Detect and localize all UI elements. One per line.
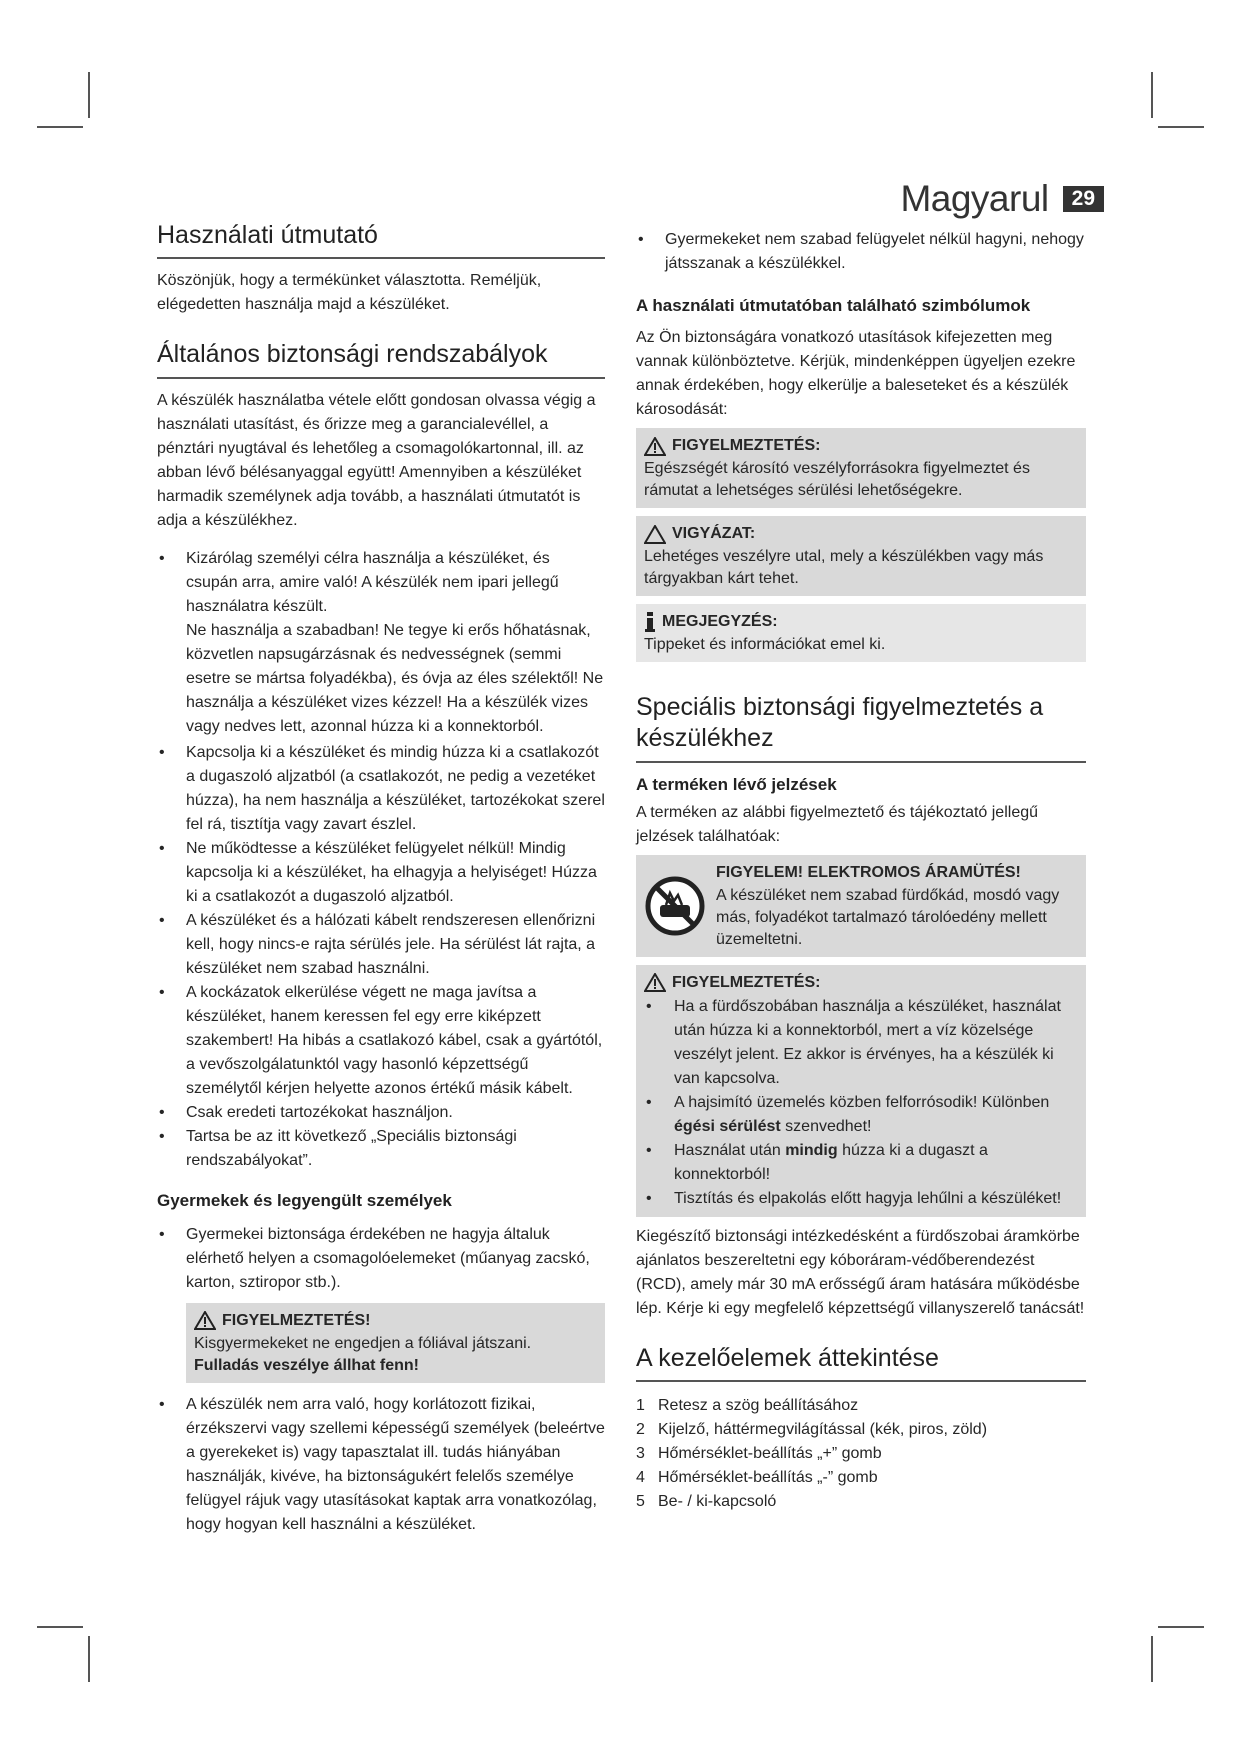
list-item: • A kockázatok elkerülése végett ne maga javítsa a készüléket, hanem keressen fel egy erre kiképzett szakembert! Ha hibás a csatlakozó kábel, csak a gyártótól, a vevőszolgálatunktól vagy hasonló képzettségű személytől kérjen helyette azonos értékű másik kábelt.	[157, 981, 605, 1101]
crop-mark	[1158, 1626, 1204, 1628]
list-item: • Gyermekei biztonsága érdekében ne hagyja általuk elérhető helyen a csomagolóelemeket (műanyag zacskó, karton, sztiropor stb.).	[157, 1223, 605, 1295]
symbol-caution-title	[644, 522, 1078, 546]
crop-mark	[1151, 72, 1153, 118]
controls-list	[636, 1394, 1086, 1514]
control-item	[636, 1394, 1086, 1418]
control-label: Hőmérséklet-beállítás „+” gomb	[658, 1444, 882, 1462]
symbol-caution-label: VIGYÁZAT:	[672, 525, 756, 542]
list-text: Használat után	[674, 1141, 786, 1159]
language-label: Magyarul	[900, 178, 1049, 219]
symbol-warning-label: FIGYELMEZTETÉS:	[672, 437, 821, 454]
crop-mark	[37, 1626, 83, 1628]
list-item: • Kizárólag személyi célra használja a készüléket, és csupán arra, amire való! A készülék nem ipari jellegű használatra készült.	[157, 547, 605, 619]
list-item: • Tartsa be az itt következő „Speciális biztonsági rendszabályokat”.	[157, 1125, 605, 1173]
special-safety-heading: Speciális biztonsági figyelmeztetés a készülékhez	[636, 692, 1086, 763]
list-emphasis: égési sérülést	[674, 1117, 781, 1135]
crop-mark	[1158, 126, 1204, 128]
list-item: • Gyermekeket nem szabad felügyelet nélkül hagyni, nehogy játsszanak a készülékkel.	[636, 228, 1086, 276]
list-item: • A készülék nem arra való, hogy korlátozott fizikai, érzékszervi vagy szellemi képességű személyek (beleértve a gyerekeket is) vagy tapasztalat ill. tudás hiányában használják, kivéve, ha biztonságukért felelős személye felügyel rájuk vagy utasításokat kaptak arra vonatkozólag, hogy hogyan kell használni a készüléket.	[157, 1393, 605, 1537]
symbol-warning-text: Egészségét károsító veszélyforrásokra figyelmeztet és rámutat a lehetséges sérülési lehetőségekre.	[644, 460, 1030, 499]
control-item	[636, 1490, 1086, 1514]
crop-mark	[88, 1636, 90, 1682]
list-emphasis: mindig	[785, 1141, 838, 1159]
control-item	[636, 1466, 1086, 1490]
list-text: szenvedhet!	[780, 1117, 872, 1135]
list-item	[644, 1091, 1078, 1139]
safety-list	[157, 741, 605, 1173]
symbol-warning-box	[636, 428, 1086, 508]
list-text: húzza ki a dugaszt a konnektorból!	[674, 1141, 988, 1183]
intro-heading: Használati útmutató	[157, 220, 605, 259]
control-number: 4	[636, 1468, 645, 1486]
children-list-continued	[636, 228, 1086, 276]
list-item: • A készüléket és a hálózati kábelt rendszeresen ellenőrizni kell, hogy nincs-e rajta sérülés jele. Ha sérülést lát rajta, a készüléket nem szabad használni.	[157, 909, 605, 981]
rcd-text: Kiegészítő biztonsági intézkedésként a fürdőszobai áramkörbe ajánlatos beszereltetni egy kóboráram-védőberendezést (RCD), amely már 30 mA erősségű áram hatására működésbe lép. Kérje ki egy megfelelő képzettségű villanyszerelő tanácsát!	[636, 1227, 1085, 1317]
warning-box-2-list	[644, 995, 1078, 1211]
control-item	[636, 1418, 1086, 1442]
children-list	[157, 1223, 605, 1295]
crop-mark	[88, 72, 90, 118]
control-item	[636, 1442, 1086, 1466]
list-item: • Kapcsolja ki a készüléket és mindig húzza ki a csatlakozót a dugaszoló aljzatból (a csatlakozót, ne pedig a vezetéket húzza), ha nem használja a készüléket, tartozékokat szerel fel rá, tisztítja vagy zavart észlel.	[157, 741, 605, 837]
warning-triangle-icon	[644, 973, 666, 992]
symbols-heading: A használati útmutatóban található szimbólumok	[636, 296, 1031, 315]
control-number: 5	[636, 1492, 645, 1510]
symbol-note-label: MEGJEGYZÉS:	[662, 613, 778, 630]
electric-shock-title: FIGYELEM! ELEKTROMOS ÁRAMÜTÉS!	[716, 863, 1021, 881]
info-icon	[644, 612, 656, 632]
control-number: 3	[636, 1444, 645, 1462]
control-label: Kijelző, háttérmegvilágítással (kék, piros, zöld)	[658, 1420, 988, 1438]
page-number: 29	[1063, 186, 1104, 212]
warning-box-2-label: FIGYELMEZTETÉS:	[672, 973, 821, 991]
list-item	[644, 1139, 1078, 1187]
control-number: 2	[636, 1420, 645, 1438]
list-item: • Tisztítás és elpakolás előtt hagyja lehűlni a készüléket!	[644, 1187, 1078, 1211]
safety-list	[157, 547, 605, 619]
warning-triangle-icon	[644, 437, 666, 456]
children-list	[157, 1393, 605, 1537]
crop-mark	[1151, 1636, 1153, 1682]
electric-shock-content	[716, 861, 1078, 951]
symbol-note-text: Tippeket és információkat emel ki.	[644, 636, 886, 653]
warning-box-emphasis: Fulladás veszélye állhat fenn!	[194, 1356, 419, 1374]
marks-heading: A terméken lévő jelzések	[636, 774, 837, 794]
warning-triangle-icon	[194, 1311, 216, 1330]
list-item-continuation: Ne használja a szabadban! Ne tegye ki erős hőhatásnak, közvetlen napsugárzásnak és nedvességnek (semmi esetre se mártsa folyadékba), és óvja az éles szélektől! Ne használja a készüléket vizes kézzel! Ha a készülék vizes vagy nedves lett, azonnal húzza ki a konnektorból.	[186, 621, 604, 735]
list-item: • Csak eredeti tartozékokat használjon.	[157, 1101, 605, 1125]
control-label: Be- / ki-kapcsoló	[658, 1492, 777, 1510]
warning-box-text: Kisgyermekeket ne engedjen a fóliával játszani.	[194, 1334, 532, 1352]
symbols-text: Az Ön biztonságára vonatkozó utasítások kifejezetten meg vannak különböztetve. Kérjük, mindenképpen ügyeljen ezekre annak érdekében, hogy elkerülje a baleseteket és a készülék károsodását:	[636, 329, 1076, 418]
list-item: • Ha a fürdőszobában használja a készüléket, használat után húzza ki a konnektorból, mert a víz közelsége veszélyt jelent. Ez akkor is érvényes, ha a készülék ki van kapcsolva.	[644, 995, 1078, 1091]
no-bathtub-icon	[644, 875, 706, 937]
list-text: A hajsimító üzemelés közben felforrósodik! Különben	[674, 1093, 1050, 1111]
controls-heading: A kezelőelemek áttekintése	[636, 1343, 1086, 1382]
intro-text: Köszönjük, hogy a termékünket választotta. Reméljük, elégedetten használja majd a készüléket.	[157, 272, 542, 314]
crop-mark	[37, 126, 83, 128]
warning-box-label: FIGYELMEZTETÉS!	[222, 1311, 371, 1329]
list-item: • Ne működtesse a készüléket felügyelet nélkül! Mindig kapcsolja ki a készüléket, ha elhagyja a helyiséget! Húzza ki a csatlakozót a dugaszoló aljzatból.	[157, 837, 605, 909]
warning-box	[186, 1303, 605, 1383]
safety-text: A készülék használatba vétele előtt gondosan olvassa végig a használati utasítást, és őrizze meg a garancialevéllel, a pénztári nyugtával és lehetőleg a csomagolókartonnal, ill. az abban lévő bélésanyaggal együtt! Amennyiben a készüléket harmadik személynek adja tovább, a használati útmutatót is adja a készülékhez.	[157, 391, 596, 529]
warning-box-2	[636, 965, 1086, 1217]
children-heading: Gyermekek és legyengült személyek	[157, 1190, 452, 1210]
symbol-caution-box	[636, 516, 1086, 596]
caution-triangle-icon	[644, 525, 666, 544]
symbol-warning-title	[644, 434, 1078, 458]
electric-shock-box	[636, 855, 1086, 957]
left-column	[157, 220, 605, 1547]
control-label: Hőmérséklet-beállítás „-” gomb	[658, 1468, 878, 1486]
symbol-caution-text: Lehetéges veszélyre utal, mely a készülékben vagy más tárgyakban kárt tehet.	[644, 548, 1044, 587]
control-label: Retesz a szög beállításához	[658, 1396, 859, 1414]
symbol-note-box	[636, 604, 1086, 662]
safety-heading: Általános biztonsági rendszabályok	[157, 339, 605, 378]
right-column	[636, 228, 1086, 1514]
symbol-note-title	[644, 610, 1078, 634]
control-number: 1	[636, 1396, 645, 1414]
electric-shock-text: A készüléket nem szabad fürdőkád, mosdó vagy más, folyadékot tartalmazó tárolóedény mellett üzemeltetni.	[716, 886, 1060, 948]
page-header	[900, 178, 1104, 220]
marks-text: A terméken az alábbi figyelmeztető és tájékoztató jellegű jelzések találhatóak:	[636, 803, 1039, 845]
warning-box-title	[194, 1309, 597, 1333]
warning-box-2-title	[644, 971, 1078, 995]
